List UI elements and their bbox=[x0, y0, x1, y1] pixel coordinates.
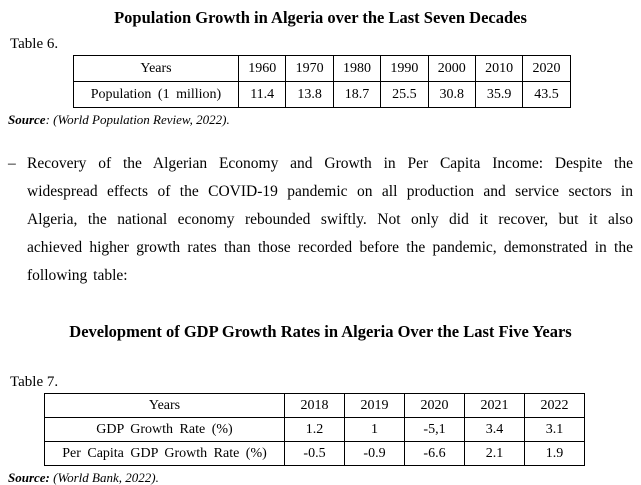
years-header-cell: Years bbox=[45, 394, 285, 418]
value-cell: 2.1 bbox=[465, 442, 525, 466]
gdp-row-label-cell: GDP Growth Rate (%) bbox=[45, 418, 285, 442]
population-table-title: Population Growth in Algeria over the Last Seven Decades bbox=[114, 8, 527, 27]
year-cell: 1990 bbox=[381, 56, 428, 82]
gdp-table bbox=[44, 393, 585, 466]
value-cell: 3.1 bbox=[525, 418, 585, 442]
value-cell: 1.2 bbox=[285, 418, 345, 442]
year-cell: 2018 bbox=[285, 394, 345, 418]
value-cell: 13.8 bbox=[286, 82, 333, 108]
year-cell: 2020 bbox=[405, 394, 465, 418]
value-cell: 43.5 bbox=[523, 82, 570, 108]
population-row-label-cell: Population (1 million) bbox=[74, 82, 239, 108]
economy-recovery-paragraph bbox=[8, 150, 633, 290]
paragraph-text: Recovery of the Algerian Economy and Growth in Per Capita Income: Despite the widespread effects of the COVID-19 pandemic on all production and service sectors in Algeria, the national economy rebounded swiftly. Not only did it recover, but it also achieved higher growth rates than those recorded before the pandemic, demonstrated in the following table: bbox=[27, 155, 633, 284]
source-word: Source: bbox=[8, 470, 50, 485]
year-cell: 2021 bbox=[465, 394, 525, 418]
year-cell: 1980 bbox=[333, 56, 380, 82]
gdp-table-title: Development of GDP Growth Rates in Algeria Over the Last Five Years bbox=[69, 322, 572, 341]
value-cell: 35.9 bbox=[475, 82, 522, 108]
table-row-population bbox=[74, 82, 571, 108]
value-cell: 1.9 bbox=[525, 442, 585, 466]
year-cell: 2022 bbox=[525, 394, 585, 418]
year-cell: 2010 bbox=[475, 56, 522, 82]
value-cell: 30.8 bbox=[428, 82, 475, 108]
year-cell: 1970 bbox=[286, 56, 333, 82]
year-cell: 2019 bbox=[345, 394, 405, 418]
dash-bullet: – bbox=[8, 155, 16, 172]
per-capita-row-label-cell: Per Capita GDP Growth Rate (%) bbox=[45, 442, 285, 466]
table-row-years bbox=[45, 394, 585, 418]
value-cell: -0.9 bbox=[345, 442, 405, 466]
years-header-cell: Years bbox=[74, 56, 239, 82]
value-cell: 11.4 bbox=[239, 82, 286, 108]
population-table bbox=[73, 55, 571, 108]
table-row-per-capita-gdp bbox=[45, 442, 585, 466]
table7-source bbox=[8, 470, 633, 485]
value-cell: 3.4 bbox=[465, 418, 525, 442]
table-row-gdp-growth bbox=[45, 418, 585, 442]
table-row-years bbox=[74, 56, 571, 82]
value-cell: -0.5 bbox=[285, 442, 345, 466]
source-citation: (World Bank, 2022). bbox=[49, 470, 159, 485]
value-cell: 1 bbox=[345, 418, 405, 442]
value-cell: -5,1 bbox=[405, 418, 465, 442]
value-cell: 25.5 bbox=[381, 82, 428, 108]
year-cell: 2000 bbox=[428, 56, 475, 82]
year-cell: 2020 bbox=[523, 56, 570, 82]
year-cell: 1960 bbox=[239, 56, 286, 82]
table6-source bbox=[8, 112, 633, 127]
value-cell: 18.7 bbox=[333, 82, 380, 108]
source-citation: : (World Population Review, 2022). bbox=[45, 112, 230, 127]
table6-label: Table 6. bbox=[10, 36, 59, 52]
source-word: Source bbox=[8, 112, 46, 127]
value-cell: -6.6 bbox=[405, 442, 465, 466]
table7-label: Table 7. bbox=[10, 374, 59, 390]
